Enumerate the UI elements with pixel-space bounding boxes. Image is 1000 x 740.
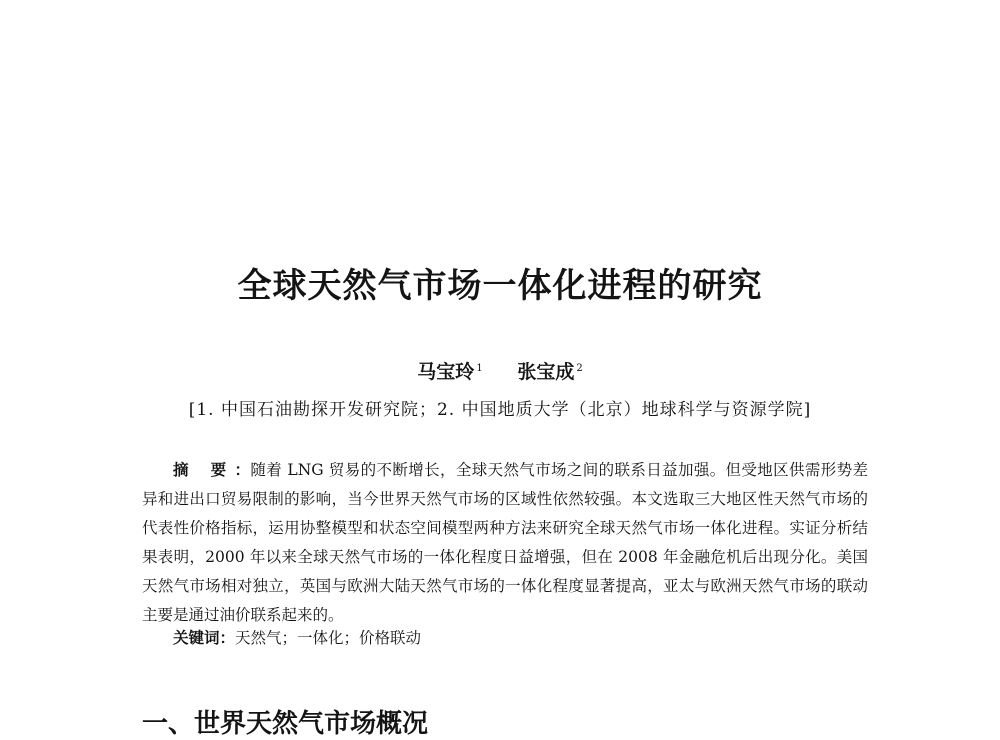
- abstract: [142, 455, 868, 630]
- author-2-affil-mark: 2: [576, 362, 583, 374]
- author-2: [517, 361, 582, 383]
- paper-title: 全球天然气市场一体化进程的研究: [237, 266, 763, 306]
- keywords: [173, 626, 421, 648]
- affiliations: [1. 中国石油勘探开发研究院；2. 中国地质大学（北京）地球科学与资源学院]: [188, 400, 812, 420]
- abstract-colon: ：: [234, 460, 251, 479]
- abstract-label: 摘 要: [173, 460, 235, 479]
- abstract-text: 随着 LNG 贸易的不断增长，全球天然气市场之间的联系日益加强。但受地区供需形势差异和进出口贸易限制的影响，当今世界天然气市场的区域性依然较强。本文选取三大地区性天然气市场的代表性价格指标，运用协整模型和状态空间模型两种方法来研究全球天然气市场一体化进程。实证分析结果表明，2000 年以来全球天然气市场的一体化程度日益增强，但在 2008 年金融危机后出现分化。美国天然气市场相对独立，英国与欧洲大陆天然气市场的一体化程度显著提高，亚太与欧洲天然气市场的联动主要是通过油价联系起来的。: [142, 461, 868, 624]
- author-1-affil-mark: 1: [476, 362, 483, 374]
- section-heading-1: 一、世界天然气市场概况: [142, 709, 429, 739]
- author-1-name: 马宝玲: [417, 361, 475, 383]
- keywords-text: 天然气；一体化；价格联动: [235, 629, 422, 647]
- keywords-label: 关键词：: [173, 628, 236, 647]
- author-2-name: 张宝成: [517, 361, 575, 383]
- author-1: [417, 361, 482, 383]
- author-list: [0, 357, 1000, 384]
